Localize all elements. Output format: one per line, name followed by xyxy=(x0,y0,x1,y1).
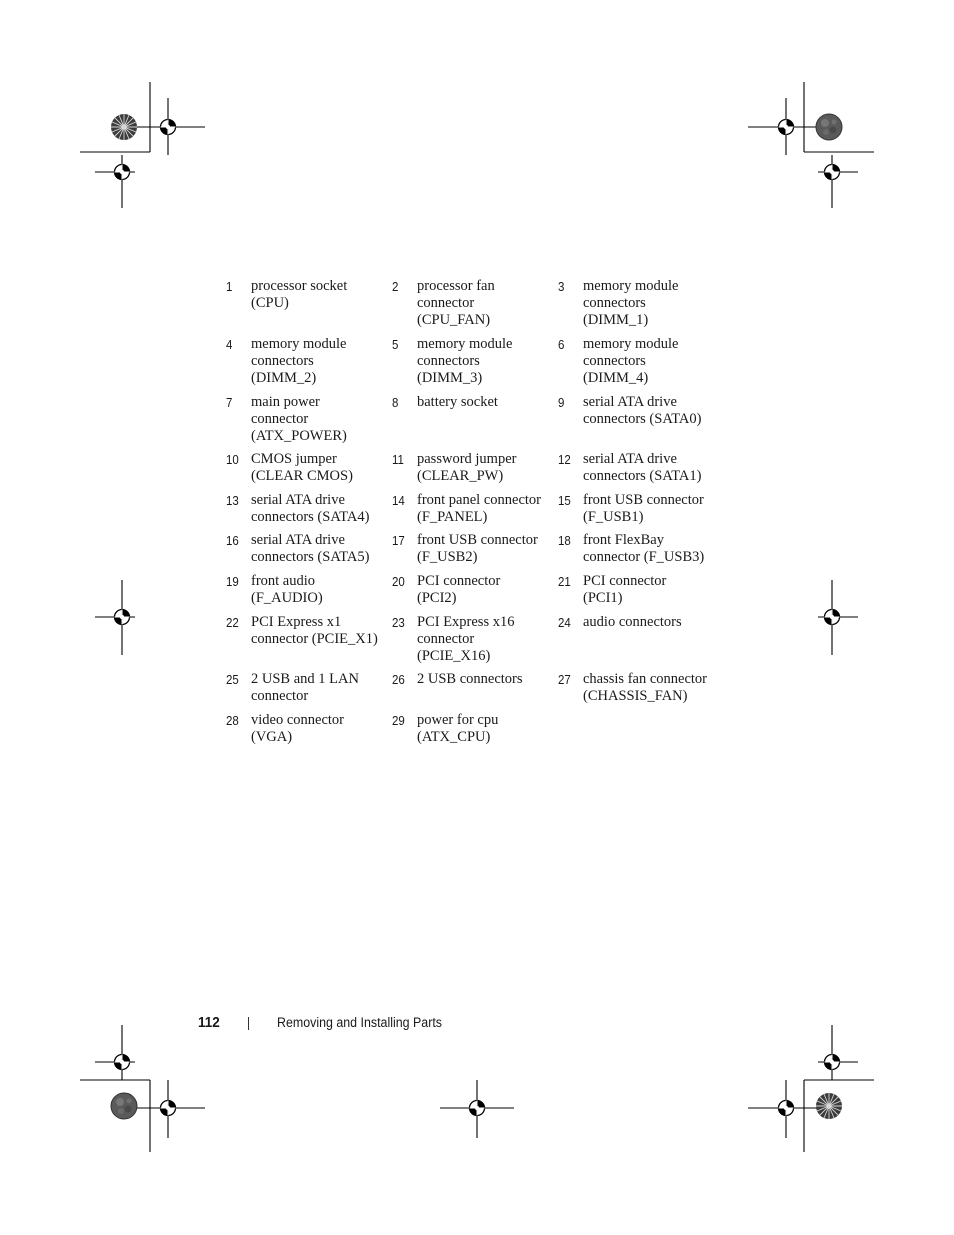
callout-number: 17 xyxy=(392,534,405,548)
callout-description: PCI Express x1 connector (PCIE_X1) xyxy=(251,614,378,648)
callout-number: 29 xyxy=(392,714,405,728)
callout-description: memory module connectors (DIMM_1) xyxy=(583,278,679,329)
callout-description: serial ATA drive connectors (SATA4) xyxy=(251,492,370,526)
callout-description: front FlexBay connector (F_USB3) xyxy=(583,532,705,566)
callout-description: video connector (VGA) xyxy=(251,712,345,746)
callout-number: 12 xyxy=(558,453,571,467)
callout-number: 11 xyxy=(392,453,404,467)
callout-number: 15 xyxy=(558,494,571,508)
callout-description: CMOS jumper (CLEAR CMOS) xyxy=(251,451,353,485)
callout-number: 14 xyxy=(392,494,405,508)
callout-number: 10 xyxy=(226,453,239,467)
callout-description: serial ATA drive connectors (SATA5) xyxy=(251,532,370,566)
callout-number: 19 xyxy=(226,575,239,589)
callout-description: chassis fan connector (CHASSIS_FAN) xyxy=(583,671,708,705)
callout-description: 2 USB connectors xyxy=(417,671,523,687)
callout-number: 26 xyxy=(392,673,405,687)
callout-number: 13 xyxy=(226,494,239,508)
callout-description: PCI connector (PCI2) xyxy=(417,573,501,607)
callout-number: 16 xyxy=(226,534,239,548)
callout-description: power for cpu (ATX_CPU) xyxy=(417,712,499,746)
callout-number: 8 xyxy=(392,396,399,410)
callout-description: serial ATA drive connectors (SATA0) xyxy=(583,394,702,428)
callout-number: 28 xyxy=(226,714,239,728)
callout-description: audio connectors xyxy=(583,614,682,630)
section-title: Removing and Installing Parts xyxy=(277,1015,442,1030)
callout-description: front audio (F_AUDIO) xyxy=(251,573,323,607)
callout-description: memory module connectors (DIMM_2) xyxy=(251,336,347,387)
callout-description: processor fan connector (CPU_FAN) xyxy=(417,278,495,329)
callout-description: processor socket (CPU) xyxy=(251,278,348,312)
callout-number: 7 xyxy=(226,396,233,410)
callout-number: 3 xyxy=(558,280,565,294)
callout-number: 18 xyxy=(558,534,571,548)
callout-description: password jumper (CLEAR_PW) xyxy=(417,451,517,485)
callout-number: 1 xyxy=(226,280,233,294)
callout-description: battery socket xyxy=(417,394,498,410)
callout-description: front panel connector (F_PANEL) xyxy=(417,492,542,526)
callout-description: PCI connector (PCI1) xyxy=(583,573,667,607)
callout-number: 25 xyxy=(226,673,239,687)
callout-number: 9 xyxy=(558,396,565,410)
callout-number: 2 xyxy=(392,280,399,294)
callout-description: serial ATA drive connectors (SATA1) xyxy=(583,451,702,485)
callout-number: 22 xyxy=(226,616,239,630)
callout-number: 27 xyxy=(558,673,571,687)
callout-description: front USB connector (F_USB2) xyxy=(417,532,538,566)
callout-number: 5 xyxy=(392,338,399,352)
callout-number: 4 xyxy=(226,338,233,352)
footer-divider xyxy=(248,1017,249,1030)
callout-description: PCI Express x16 connector (PCIE_X16) xyxy=(417,614,515,665)
callout-number: 23 xyxy=(392,616,405,630)
callout-description: memory module connectors (DIMM_3) xyxy=(417,336,513,387)
callout-description: front USB connector (F_USB1) xyxy=(583,492,704,526)
callout-description: main power connector (ATX_POWER) xyxy=(251,394,347,445)
callout-number: 21 xyxy=(558,575,571,589)
callout-description: memory module connectors (DIMM_4) xyxy=(583,336,679,387)
callout-number: 6 xyxy=(558,338,565,352)
callout-number: 20 xyxy=(392,575,405,589)
callout-number: 24 xyxy=(558,616,571,630)
page-number: 112 xyxy=(198,1014,220,1031)
callout-description: 2 USB and 1 LAN connector xyxy=(251,671,359,705)
